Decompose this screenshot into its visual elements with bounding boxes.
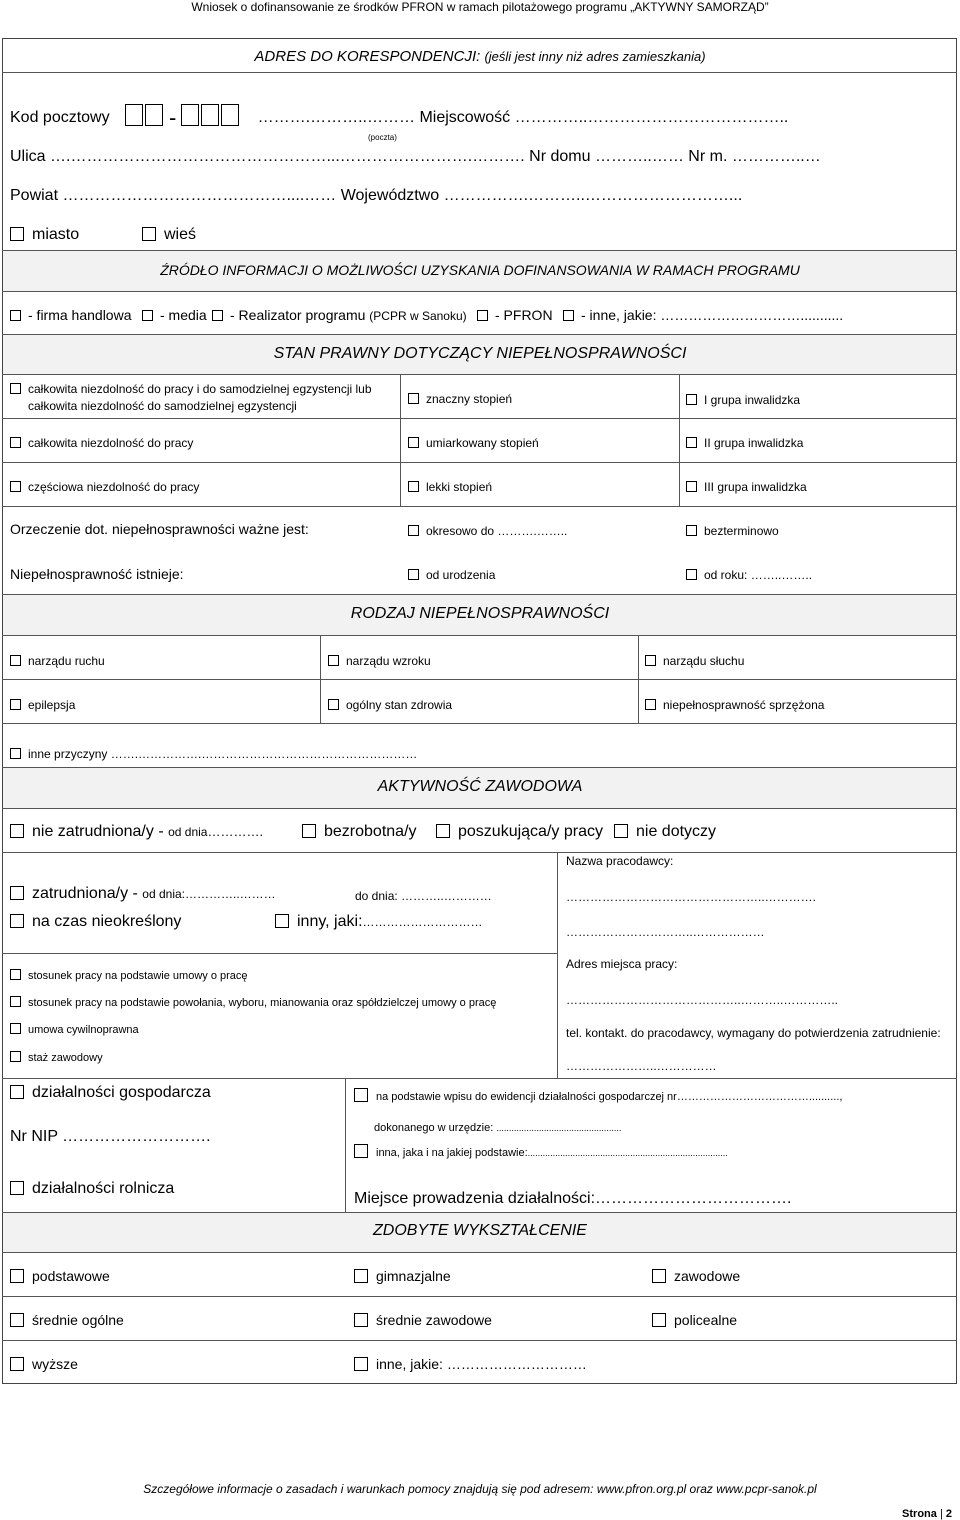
postal-digit-box[interactable]: [145, 104, 163, 126]
checkbox[interactable]: [10, 1051, 21, 1062]
checkbox[interactable]: [408, 525, 419, 536]
source-other-fill[interactable]: …………………………...........: [660, 307, 844, 323]
farm-option-label: działalności rolnicza: [32, 1180, 175, 1197]
checkbox[interactable]: [10, 914, 24, 928]
contract-option-label: umowa cywilnoprawna: [28, 1024, 139, 1036]
edu-option-label: inne, jakie:: [376, 1356, 443, 1372]
work-option-label: nie zatrudniona/y: [32, 823, 154, 840]
checkbox[interactable]: [10, 1181, 24, 1195]
kind-option-other[interactable]: [10, 747, 417, 761]
legal-option-label: I grupa inwalidzka: [704, 393, 801, 407]
divider: [2, 808, 957, 809]
contract-option-label: stosunek pracy na podstawie powołania, wyboru, mianowania oraz spółdzielczej umowy o pracę: [28, 997, 497, 1009]
kind-title: RODZAJ NIEPEŁNOSPRAWNOŚCI: [350, 605, 610, 622]
checkbox[interactable]: [142, 227, 156, 241]
checkbox[interactable]: [10, 1023, 21, 1034]
flat-label: Nr m.: [688, 148, 728, 165]
voivodeship-fill[interactable]: …………….………..………………………...: [443, 187, 743, 204]
legal-option-group-2[interactable]: [686, 436, 803, 450]
legal-option-label: II grupa inwalidzka: [704, 436, 804, 450]
office-fill[interactable]: ..................................................: [496, 1123, 622, 1133]
postal-digit-box[interactable]: [181, 104, 199, 126]
workplace-address-label: Adres miejsca pracy:: [566, 957, 678, 971]
edu-option-other[interactable]: [354, 1356, 587, 1372]
checkbox[interactable]: [652, 1313, 666, 1327]
kind-option-label: ogólny stan zdrowia: [346, 698, 453, 712]
employer-name-label: Nazwa pracodawcy:: [566, 854, 674, 868]
column-divider: [345, 1078, 346, 1218]
divider: [2, 374, 957, 375]
address-title-note: (jeśli jest inny niż adres zamieszkania): [484, 49, 706, 64]
checkbox[interactable]: [408, 393, 419, 404]
work-option-label: na czas nieokreślony: [32, 913, 182, 930]
existence-option-birth[interactable]: [408, 568, 495, 582]
street-fill[interactable]: ….…………………………………………...…………………….……….: [50, 148, 525, 165]
employer-name-fill-2[interactable]: …………………………..………………: [566, 925, 765, 939]
office-label: dokonanego w urzędzie:: [374, 1122, 494, 1134]
legal-option-label: całkowita niezdolność do pracy: [28, 436, 194, 450]
checkbox[interactable]: [10, 1357, 24, 1371]
employed-to-fill[interactable]: ………..…………: [401, 889, 492, 903]
source-option-label: - Realizator programu: [230, 307, 366, 323]
city-label: Miejscowość: [419, 109, 511, 126]
edu-option-post-secondary[interactable]: [652, 1312, 737, 1328]
edu-option-label: gimnazjalne: [376, 1268, 451, 1284]
business-option-label: działalności gospodarcza: [32, 1084, 211, 1101]
nip-label: Nr NIP: [10, 1128, 58, 1145]
flat-fill[interactable]: …………..…: [731, 148, 821, 165]
validity-label: Orzeczenie dot. niepełnosprawności ważne jest:: [10, 521, 309, 537]
checkbox[interactable]: [354, 1357, 368, 1371]
footer-info: Szczegółowe informacje o zasadach i warunkach pomocy znajdują się pod adresem: www.pfron.org.pl oraz www.pcpr-sanok.pl: [143, 1482, 817, 1496]
checkbox[interactable]: [686, 481, 697, 492]
employer-contact-fill[interactable]: …………………..……………: [566, 1059, 717, 1073]
validity-option-label: okresowo do: [426, 524, 495, 538]
kind-option-label: epilepsja: [28, 698, 76, 712]
checkbox[interactable]: [563, 310, 574, 321]
checkbox[interactable]: [10, 1085, 24, 1099]
other-basis-option[interactable]: [354, 1144, 728, 1159]
source-option-label: - PFRON: [495, 307, 553, 323]
unemployed-date-fill[interactable]: ………….: [207, 824, 264, 839]
legal-option-mild[interactable]: [408, 480, 492, 494]
town-checkbox-option[interactable]: [10, 226, 79, 244]
source-option-label: - media: [160, 307, 207, 323]
edu-option-primary[interactable]: [10, 1268, 110, 1284]
contract-option-employment[interactable]: [10, 969, 248, 982]
checkbox[interactable]: [10, 481, 21, 492]
legal-title: STAN PRAWNY DOTYCZĄCY NIEPEŁNOSPRAWNOŚCI: [273, 345, 687, 362]
divider: [2, 1252, 957, 1253]
postal-fill[interactable]: ……….………..………: [257, 109, 415, 126]
checkbox[interactable]: [302, 824, 316, 838]
checkbox[interactable]: [328, 655, 339, 666]
validity-date-fill[interactable]: ……….……..: [497, 524, 568, 538]
checkbox[interactable]: [328, 699, 339, 710]
checkbox[interactable]: [10, 437, 21, 448]
employer-contact-label: tel. kontakt. do pracodawcy, wymagany do potwierdzenia zatrudnienie:: [566, 1026, 941, 1040]
kind-option-epilepsy[interactable]: [10, 698, 75, 712]
page-number-value: 2: [945, 1508, 952, 1520]
document-header: Wniosek o dofinansowanie ze środków PFRON w ramach pilotażowego programu „AKTYWNY SAMORZĄD”: [191, 0, 769, 14]
checkbox[interactable]: [354, 1269, 368, 1283]
checkbox[interactable]: [686, 394, 697, 405]
checkbox[interactable]: [645, 699, 656, 710]
business-place-row: [354, 1190, 791, 1208]
employer-name-fill-1[interactable]: …………………………………………..………….: [566, 890, 817, 904]
business-place-label: Miejsce prowadzenia działalności:: [354, 1190, 596, 1207]
page-label: Strona: [902, 1508, 937, 1520]
registry-option[interactable]: [354, 1088, 842, 1103]
column-divider: [679, 374, 680, 506]
nip-fill[interactable]: ……………………….: [62, 1128, 211, 1145]
divider: [2, 1296, 957, 1297]
business-place-fill[interactable]: ……………………………….: [595, 1190, 792, 1207]
checkbox[interactable]: [10, 748, 21, 759]
existence-year-fill[interactable]: ……..……..: [750, 568, 813, 582]
postal-code-label: Kod pocztowy: [10, 109, 110, 126]
source-option-pfron[interactable]: [477, 307, 553, 323]
checkbox[interactable]: [10, 996, 21, 1007]
legal-option-label: całkowita niezdolność do pracy i do samodzielnej egzystencji lub: [28, 382, 372, 396]
checkbox[interactable]: [408, 437, 419, 448]
edu-option-label: średnie ogólne: [32, 1312, 124, 1328]
divider: [2, 953, 557, 954]
edu-option-higher[interactable]: [10, 1356, 78, 1372]
page-number: [902, 1508, 952, 1520]
legal-option-group-3[interactable]: [686, 480, 807, 494]
checkbox[interactable]: [652, 1269, 666, 1283]
validity-option-permanent[interactable]: [686, 524, 779, 538]
registry-option-label: na podstawie wpisu do ewidencji działalności gospodarczej nr: [376, 1091, 677, 1103]
divider: [2, 723, 957, 724]
checkbox[interactable]: [10, 969, 21, 980]
checkbox[interactable]: [686, 569, 697, 580]
nip-row: [10, 1128, 211, 1146]
checkbox[interactable]: [686, 437, 697, 448]
legal-option-significant[interactable]: [408, 392, 512, 406]
legal-option-moderate[interactable]: [408, 436, 539, 450]
checkbox[interactable]: [354, 1088, 368, 1102]
street-label: Ulica: [10, 148, 46, 165]
edu-option-lower-secondary[interactable]: [354, 1268, 451, 1284]
legal-option-total-incapacity-independence[interactable]: [10, 381, 372, 415]
work-option-other-contract[interactable]: [275, 913, 483, 931]
edu-title: ZDOBYTE WYKSZTAŁCENIE: [373, 1222, 587, 1239]
work-option-dash: -: [158, 823, 164, 840]
work-option-jobless[interactable]: [302, 823, 417, 841]
source-option-label: - firma handlowa: [28, 307, 132, 323]
legal-option-label: całkowita niezdolność do samodzielnej egzystencji: [28, 399, 297, 413]
village-checkbox-option[interactable]: [142, 226, 196, 244]
village-label: wieś: [164, 226, 197, 243]
edu-option-label: zawodowe: [674, 1268, 741, 1284]
checkbox[interactable]: [436, 824, 450, 838]
work-option-not-employed[interactable]: [10, 823, 263, 841]
kind-option-coupled[interactable]: [645, 698, 824, 712]
legal-option-label: lekki stopień: [426, 480, 493, 494]
checkbox[interactable]: [212, 310, 223, 321]
address-title: ADRES DO KORESPONDENCJI:: [254, 48, 481, 65]
checkbox[interactable]: [686, 525, 697, 536]
existence-label: Niepełnosprawność istnieje:: [10, 566, 184, 582]
kind-option-label: niepełnosprawność sprzężona: [663, 698, 825, 712]
edu-option-label: średnie zawodowe: [376, 1312, 492, 1328]
legal-option-label: umiarkowany stopień: [426, 436, 539, 450]
divider: [2, 418, 957, 419]
edu-option-vocational[interactable]: [652, 1268, 740, 1284]
checkbox[interactable]: [275, 914, 289, 928]
edu-option-secondary-vocational[interactable]: [354, 1312, 492, 1328]
checkbox[interactable]: [614, 824, 628, 838]
county-label: Powiat: [10, 187, 59, 204]
kind-option-vision[interactable]: [328, 654, 431, 668]
existence-option-label: od urodzenia: [426, 568, 496, 582]
kind-other-fill[interactable]: …….…………….………………………………………………: [110, 747, 418, 761]
divider: [2, 1078, 957, 1079]
edu-option-label: podstawowe: [32, 1268, 110, 1284]
other-basis-fill[interactable]: ................................................................................: [527, 1148, 728, 1158]
checkbox[interactable]: [10, 227, 24, 241]
checkbox[interactable]: [10, 886, 24, 900]
page-separator: |: [939, 1508, 943, 1520]
checkbox[interactable]: [10, 310, 21, 321]
column-divider: [400, 374, 401, 506]
street-row: [10, 148, 821, 166]
kind-option-label: narządu wzroku: [346, 654, 431, 668]
work-option-employed[interactable]: [10, 885, 276, 903]
divider: [2, 852, 957, 853]
legal-option-group-1[interactable]: [686, 393, 800, 407]
legal-option-label: III grupa inwalidzka: [704, 480, 807, 494]
postal-digit-box[interactable]: [201, 104, 219, 126]
legal-option-label: znaczny stopień: [426, 392, 513, 406]
checkbox[interactable]: [10, 699, 21, 710]
divider: [2, 506, 957, 507]
postal-dash: -: [168, 105, 177, 130]
divider: [2, 635, 957, 636]
checkbox[interactable]: [10, 1269, 24, 1283]
kind-option-motor[interactable]: [10, 654, 105, 668]
kind-option-label: inne przyczyny: [28, 747, 108, 761]
house-label: Nr domu: [529, 148, 591, 165]
divider: [2, 462, 957, 463]
legal-option-partial-incapacity[interactable]: [10, 480, 199, 494]
work-option-seeking[interactable]: [436, 823, 603, 841]
validity-option-label: bezterminowo: [704, 524, 779, 538]
legal-option-total-incapacity[interactable]: [10, 436, 193, 450]
checkbox[interactable]: [10, 824, 24, 838]
town-label: miasto: [32, 226, 80, 243]
other-basis-label: inna, jaka i na jakiej podstawie:: [376, 1147, 528, 1159]
divider: [2, 679, 957, 680]
checkbox[interactable]: [142, 310, 153, 321]
source-option-other[interactable]: [563, 307, 843, 323]
source-option-shop[interactable]: [10, 307, 132, 323]
work-option-label: nie dotyczy: [636, 823, 717, 840]
checkbox[interactable]: [477, 310, 488, 321]
kind-option-label: narządu słuchu: [663, 654, 745, 668]
existence-option-label: od roku:: [704, 568, 748, 582]
work-option-since: od dnia: [168, 825, 208, 839]
checkbox[interactable]: [354, 1313, 368, 1327]
edu-option-label: policealne: [674, 1312, 738, 1328]
source-option-label: - inne, jakie:: [581, 307, 657, 323]
work-option-label: inny, jaki:: [297, 913, 363, 930]
work-option-label: poszukująca/y pracy: [458, 823, 603, 840]
county-row: [10, 187, 742, 205]
registry-number-fill[interactable]: ………………………………..........,: [676, 1091, 843, 1103]
divider: [2, 291, 957, 292]
edu-other-fill[interactable]: …………………………: [446, 1356, 587, 1372]
divider: [2, 72, 957, 73]
checkbox[interactable]: [408, 481, 419, 492]
legal-option-label: częściowa niezdolność do pracy: [28, 480, 200, 494]
work-option-label: bezrobotna/y: [324, 823, 417, 840]
checkbox[interactable]: [10, 655, 21, 666]
farm-option[interactable]: [10, 1180, 174, 1198]
validity-option-periodic[interactable]: [408, 524, 567, 538]
business-option[interactable]: [10, 1084, 211, 1102]
contract-option-label: stosunek pracy na podstawie umowy o pracę: [28, 970, 248, 982]
checkbox[interactable]: [10, 383, 21, 394]
contract-option-civil[interactable]: [10, 1023, 139, 1036]
contract-option-label: staż zawodowy: [28, 1052, 103, 1064]
office-row: [374, 1122, 621, 1134]
other-contract-fill[interactable]: …………………………: [362, 915, 483, 929]
edu-option-secondary-general[interactable]: [10, 1312, 124, 1328]
column-divider: [557, 852, 558, 1078]
source-option-note: (PCPR w Sanoku): [369, 309, 467, 323]
house-fill[interactable]: ………..……: [594, 148, 684, 165]
address-heading: [0, 48, 960, 65]
contract-option-internship[interactable]: [10, 1051, 103, 1064]
postal-digit-box[interactable]: [221, 104, 239, 126]
employed-to: [355, 889, 492, 903]
checkbox[interactable]: [354, 1144, 368, 1158]
postal-digit-box[interactable]: [125, 104, 143, 126]
edu-option-label: wyższe: [32, 1356, 78, 1372]
county-fill[interactable]: ……………………………………....……: [62, 187, 337, 204]
source-option-realizator[interactable]: [212, 307, 467, 323]
kind-option-label: narządu ruchu: [28, 654, 105, 668]
divider: [2, 1340, 957, 1341]
poczta-note: (poczta): [368, 133, 397, 142]
existence-option-year[interactable]: [686, 568, 812, 582]
work-option-label: zatrudniona/y: [32, 885, 129, 902]
employed-from-fill[interactable]: …………..………: [185, 887, 276, 901]
contract-option-appointment[interactable]: [10, 996, 496, 1009]
workplace-address-fill[interactable]: ……………………………………..………..…………..: [566, 993, 839, 1007]
work-option-not-applicable[interactable]: [614, 823, 716, 841]
work-title: AKTYWNOŚĆ ZAWODOWA: [377, 778, 583, 795]
source-option-media[interactable]: [142, 307, 207, 323]
kind-option-general-health[interactable]: [328, 698, 452, 712]
city-fill[interactable]: …………..………………………………..: [514, 109, 789, 126]
checkbox[interactable]: [10, 1313, 24, 1327]
postal-row: [10, 104, 788, 131]
employed-from-label: od dnia:: [142, 887, 185, 901]
work-option-dash: -: [132, 885, 138, 902]
checkbox[interactable]: [645, 655, 656, 666]
work-option-indefinite[interactable]: [10, 913, 181, 931]
voivodeship-label: Województwo: [340, 187, 440, 204]
employed-to-label: do dnia:: [355, 889, 398, 903]
checkbox[interactable]: [408, 569, 419, 580]
kind-option-hearing[interactable]: [645, 654, 744, 668]
source-title: ŹRÓDŁO INFORMACJI O MOŻLIWOŚCI UZYSKANIA DOFINANSOWANIA W RAMACH PROGRAMU: [160, 262, 800, 278]
